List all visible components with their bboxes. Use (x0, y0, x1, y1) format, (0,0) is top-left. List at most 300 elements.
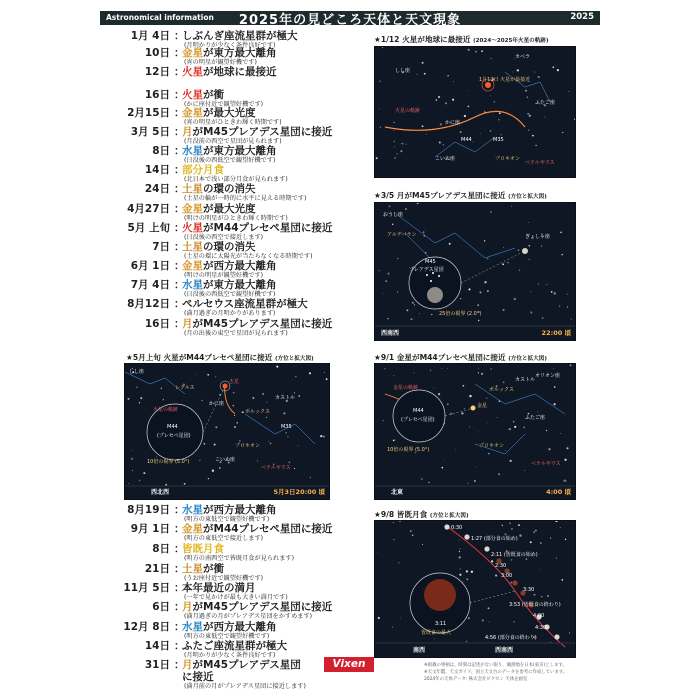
background-star (480, 133, 481, 134)
background-star (556, 557, 557, 558)
background-star (412, 535, 413, 536)
event-date: 31日 (144, 659, 170, 671)
label-m44: M44 (461, 137, 472, 143)
background-star (131, 458, 133, 460)
event-colon: ： (174, 241, 185, 253)
moon-in-zoom (427, 287, 443, 303)
background-star (530, 291, 531, 292)
background-star (509, 522, 511, 524)
background-star (552, 66, 554, 68)
moon-phase-dot (512, 580, 517, 585)
background-star (527, 96, 528, 97)
background-star (534, 594, 536, 596)
event-date: 12月 8日 (123, 621, 170, 633)
event-colon: ： (174, 523, 185, 535)
background-star (139, 402, 140, 403)
page-title: 2025年の見どころ天体と天文現象 (238, 13, 462, 28)
background-star (422, 125, 424, 127)
background-star (393, 440, 395, 442)
background-star (380, 127, 381, 128)
background-star (132, 450, 133, 451)
event-colon: ： (174, 222, 185, 234)
background-star (257, 460, 258, 461)
event-date: 8月12日 (127, 298, 170, 310)
background-star (394, 141, 395, 142)
event-date: 14日 (144, 640, 170, 652)
background-star (412, 302, 414, 304)
label-time: 0:30 (451, 525, 463, 531)
label-star: プロキオン (479, 443, 505, 449)
event-note: (月明かりが少なく条件良好です) (184, 42, 276, 49)
event-colon: ： (174, 659, 185, 671)
background-star (466, 570, 468, 572)
label-m35: M35 (493, 137, 504, 143)
background-star (463, 385, 465, 387)
background-star (434, 638, 435, 639)
background-star (497, 417, 498, 418)
background-star (414, 372, 415, 373)
event-date: 7月 4日 (130, 279, 170, 291)
event-title-rest: が最大光度 (203, 107, 256, 119)
direction-label: 西北西 (151, 489, 170, 496)
vixen-logo: Vixen (324, 657, 374, 672)
background-star (502, 263, 504, 265)
background-star (554, 292, 556, 294)
panel-venus-m44 (374, 363, 576, 500)
event-date: 2月15日 (127, 107, 170, 119)
pleiades-star (430, 280, 432, 282)
background-star (452, 99, 454, 101)
background-star (567, 306, 568, 307)
event-date: 8日 (152, 543, 170, 555)
background-star (430, 370, 431, 371)
label-m44: M44 (413, 408, 424, 414)
background-star (561, 579, 563, 581)
background-star (423, 231, 425, 233)
event-note: (宵の明星がひときわ輝く時期です) (184, 119, 282, 126)
event-title-rest: がM45プレアデス星団に接近 (192, 601, 333, 613)
label-constellation: しし座 (129, 369, 145, 375)
background-star (478, 372, 479, 373)
event-colon: ： (174, 504, 185, 516)
event-object-name: 土星 (182, 241, 203, 253)
background-star (488, 607, 490, 609)
event-title-rest: がM44プレセペ星団に接近 (203, 523, 333, 535)
label-star: カストル (515, 377, 536, 383)
background-star (541, 596, 542, 597)
panel-mars-closest-caption: ★1/12 火星が地球に最接近 (2024〜2025年火星の軌跡) (374, 35, 549, 44)
moon-phase-dot (484, 546, 489, 551)
event-title-rest: がM45プレアデス星団に接近 (192, 318, 333, 330)
event-colon: ： (174, 621, 185, 633)
background-star (419, 313, 420, 314)
background-star (402, 143, 404, 145)
event-colon: ： (174, 183, 185, 195)
label-m44: M44 (167, 424, 178, 430)
event-colon: ： (174, 563, 185, 575)
background-star (468, 49, 470, 51)
event-title-rest: の環の消失 (203, 183, 256, 195)
background-star (534, 72, 535, 73)
event-colon: ： (174, 89, 185, 101)
label-venus-track: 金星の軌跡 (393, 385, 419, 391)
background-star (526, 558, 528, 560)
event-object-name: 水星 (182, 504, 203, 516)
direction-label: 西南西 (495, 647, 514, 654)
label-venus: 金星 (477, 403, 488, 409)
background-star (233, 392, 235, 394)
event-title-rest: が東方最大離角 (203, 145, 277, 157)
label-mars-closest: 1月12日 火星が最接近 (479, 77, 531, 83)
background-star (388, 273, 390, 275)
event-date: 4月27日 (127, 203, 170, 215)
label-star: カストル (275, 395, 296, 401)
background-star (471, 571, 473, 573)
background-star (285, 432, 287, 434)
background-star (499, 112, 501, 114)
background-star (422, 544, 423, 545)
star-bullet-icon: ★ (126, 353, 133, 362)
event-note: (明方の南西空で皆既月食が見られます) (184, 555, 295, 562)
background-star (569, 632, 570, 633)
moon-phase-dot (444, 524, 449, 529)
background-star (242, 411, 244, 413)
background-star (309, 372, 311, 374)
label-time: 4:56 (部分食の終わり) (485, 635, 537, 641)
event-colon: ： (174, 30, 185, 42)
background-star (398, 562, 399, 563)
label-star: ベテルギウス (261, 465, 291, 471)
background-star (439, 141, 441, 143)
background-star (461, 412, 463, 414)
background-star (262, 393, 264, 395)
background-star (498, 119, 499, 120)
event-colon: ： (174, 601, 185, 613)
event-object-name: 水星 (182, 279, 203, 291)
label-time: 4:30 (535, 625, 547, 631)
event-colon: ： (174, 582, 185, 594)
event-date: 1月 4日 (130, 30, 170, 42)
label-star: プロキオン (495, 156, 521, 162)
background-star (459, 556, 461, 558)
background-star (440, 123, 442, 125)
background-star (535, 530, 537, 532)
background-star (384, 368, 385, 369)
label-fov: 25倍の視界 (2.0°) (439, 311, 482, 317)
background-star (570, 364, 572, 366)
background-star (491, 560, 493, 562)
background-star (533, 531, 534, 532)
event-title-rest: が西方最大離角 (203, 260, 277, 272)
background-star (560, 231, 562, 233)
label-star: ベテルギウス (525, 160, 555, 166)
background-star (514, 298, 516, 300)
background-star (519, 534, 521, 536)
event-title-rest: が西方最大離角 (203, 504, 277, 516)
label-constellation: かに座 (445, 120, 461, 126)
background-star (538, 284, 539, 285)
event-object-name: 部分月食 (182, 164, 224, 176)
zoom-connector (461, 251, 525, 283)
background-star (491, 58, 492, 59)
event-object-name: 月 (182, 318, 193, 330)
event-date: 5月 上旬 (127, 222, 170, 234)
background-star (132, 470, 133, 471)
background-star (392, 626, 393, 627)
background-star (397, 258, 398, 259)
background-star (487, 290, 489, 292)
background-star (163, 399, 164, 400)
background-star (268, 441, 269, 442)
background-star (477, 304, 479, 306)
background-star (400, 618, 401, 619)
background-star (447, 368, 448, 369)
background-star (234, 426, 236, 428)
event-note: (月明かりが少なく条件良好です) (184, 652, 276, 659)
label-time: 3:30 (523, 587, 535, 593)
event-date: 16日 (144, 89, 170, 101)
label-star: アルデバラン (387, 232, 417, 238)
background-star (323, 436, 325, 438)
event-title-rest: がM45プレアデス星団 (192, 659, 301, 671)
header-english-label: Astronomical information (106, 13, 214, 22)
background-star (393, 375, 394, 376)
background-star (445, 102, 447, 104)
panel-mars-m44 (124, 363, 330, 500)
label-constellation: こいぬ座 (215, 457, 236, 463)
background-star (484, 281, 486, 283)
label-constellation: ぎょしゃ座 (525, 234, 551, 240)
background-star (393, 539, 394, 540)
background-star (486, 398, 487, 399)
background-star (447, 403, 449, 405)
panel-eclipse (374, 520, 576, 658)
background-star (503, 381, 505, 383)
background-star (447, 75, 448, 76)
background-star (464, 408, 465, 409)
background-star (379, 108, 380, 109)
background-star (546, 284, 547, 285)
background-star (511, 528, 513, 530)
event-title-rest: ふたご座流星群が極大 (182, 640, 287, 652)
event-note: (明方の東低空で接近します) (184, 535, 264, 542)
background-star (468, 106, 470, 108)
background-star (495, 574, 497, 576)
background-star (555, 521, 557, 522)
background-star (560, 433, 561, 434)
event-object-name: 月 (182, 126, 193, 138)
background-star (478, 368, 479, 369)
event-object-name: 土星 (182, 183, 203, 195)
background-star (503, 247, 504, 248)
background-star (443, 144, 445, 146)
label-constellation: ふたご座 (535, 100, 556, 106)
background-star (525, 90, 527, 92)
background-star (528, 130, 529, 131)
background-star (234, 415, 235, 416)
panel-eclipse-caption: ★9/8 皆既月食 (方位と拡大図) (374, 510, 469, 519)
background-star (481, 373, 483, 375)
background-star (392, 223, 394, 225)
label-time: 1:27 (部分食の始め) (471, 536, 518, 542)
background-star (208, 478, 209, 479)
event-object-name: 金星 (182, 47, 203, 59)
event-title-rest: が最大光度 (203, 203, 256, 215)
label-time: 3:11 (435, 621, 447, 627)
background-star (320, 435, 322, 437)
background-star (510, 582, 512, 584)
background-star (400, 150, 402, 152)
label-m44-sub: (プレセペ星団) (401, 417, 435, 423)
event-date: 8日 (152, 145, 170, 157)
moon-phase-dot (554, 634, 559, 639)
event-object-name: 土星 (182, 563, 203, 575)
event-object-name: 金星 (182, 260, 203, 272)
label-constellation: しし座 (395, 68, 411, 74)
zoom-connector (203, 386, 225, 432)
label-time: 3:53 (皆既食の終わり) (509, 602, 561, 608)
background-star (270, 443, 272, 445)
background-star (475, 467, 476, 468)
background-star (417, 74, 418, 75)
background-star (406, 144, 407, 145)
background-star (464, 115, 466, 117)
background-star (560, 527, 561, 528)
background-star (397, 291, 398, 292)
star-bullet-icon: ★ (374, 191, 381, 200)
label-m45-sub: プレアデス星団 (409, 267, 444, 273)
background-star (379, 81, 380, 82)
event-colon: ： (174, 126, 185, 138)
background-star (410, 530, 412, 532)
background-star (551, 291, 553, 293)
background-star (406, 309, 408, 311)
event-object-name: 金星 (182, 523, 203, 535)
background-star (298, 395, 300, 397)
event-colon: ： (174, 47, 185, 59)
background-star (553, 403, 555, 405)
background-star (387, 318, 388, 319)
background-star (459, 540, 460, 541)
background-star (518, 249, 520, 251)
event-note: (満月過ぎの月明かりがあります) (184, 310, 276, 317)
background-star (468, 288, 470, 290)
background-star (421, 62, 423, 64)
background-star (383, 293, 384, 294)
background-star (547, 595, 548, 596)
background-star (395, 47, 396, 48)
background-star (478, 320, 479, 321)
background-star (252, 397, 254, 399)
background-star (513, 621, 514, 622)
background-star (459, 551, 460, 552)
background-star (433, 387, 434, 388)
event-object-name: 皆既月食 (182, 543, 224, 555)
background-star (378, 552, 379, 553)
star-bullet-icon: ★ (374, 35, 381, 44)
event-note: (満月過ぎの月がプレアデス星団をかすめます) (184, 613, 313, 620)
label-m44-sub: (プレセペ星団) (157, 433, 191, 439)
sky-chart-moon-m45 (375, 203, 575, 340)
event-note: (満月前の月がプレアデス星団に接近します) (184, 683, 306, 690)
background-star (460, 298, 461, 299)
event-date: 6日 (152, 601, 170, 613)
background-star (444, 459, 445, 460)
background-star (401, 143, 402, 144)
background-star (449, 243, 451, 245)
background-star (287, 436, 288, 437)
background-star (567, 294, 568, 295)
background-star (518, 524, 520, 526)
event-object-name: 月 (182, 659, 193, 671)
event-note: (北日本で浅い部分月食が見られます) (184, 176, 288, 183)
background-star (523, 427, 525, 429)
event-note: (日没後の西低空で観望好機です) (184, 291, 276, 298)
background-star (511, 559, 513, 561)
background-star (136, 386, 137, 387)
background-star (212, 470, 214, 472)
eclipsed-moon (424, 579, 456, 611)
background-star (478, 432, 479, 433)
background-star (294, 468, 295, 469)
label-fov: 10倍の視界 (5.0°) (387, 447, 430, 453)
event-title-rest: がM44プレセペ星団に接近 (203, 222, 333, 234)
background-star (469, 426, 470, 427)
background-star (326, 378, 328, 380)
background-star (393, 130, 394, 131)
footer-note: 2024年の天体データ: 株式会社ビクセン 天体企画室 (424, 677, 528, 682)
label-constellation: おうし座 (383, 212, 404, 218)
event-date: 10日 (144, 47, 170, 59)
background-star (548, 448, 550, 450)
background-star (513, 72, 514, 73)
background-star (462, 582, 463, 583)
label-m35: M35 (281, 424, 292, 430)
background-star (541, 246, 542, 247)
footer-note: ※天文年鑑、天文ガイド、国立天文台のデータを参考に作成しています。 (424, 670, 568, 675)
background-star (530, 311, 532, 313)
background-star (394, 157, 395, 158)
background-star (405, 208, 407, 210)
time-label: 22:00 頃 (541, 329, 571, 337)
background-star (436, 99, 438, 101)
event-title-rest: が衝 (203, 563, 224, 575)
event-title-rest: が東方最大離角 (203, 279, 277, 291)
constellation-line (245, 414, 315, 444)
event-object-name: 火星 (182, 222, 203, 234)
label-time: 2:30 (495, 563, 507, 569)
background-star (214, 444, 216, 446)
page-header (100, 11, 600, 28)
background-star (466, 578, 468, 580)
background-star (562, 132, 563, 133)
event-date: 24日 (144, 183, 170, 195)
background-star (564, 480, 566, 482)
background-star (509, 428, 511, 430)
background-star (537, 411, 538, 412)
background-star (399, 521, 400, 522)
event-note: (月没前の西空で星団が見られます) (184, 138, 282, 145)
event-note: (かに座付近で観望好機です) (184, 101, 264, 108)
background-star (379, 270, 380, 271)
background-star (490, 368, 491, 369)
venus-dot (471, 406, 476, 411)
background-star (488, 453, 490, 455)
background-star (128, 483, 129, 484)
panel-mars-closest (374, 46, 576, 178)
background-star (535, 145, 536, 146)
background-star (204, 443, 206, 445)
